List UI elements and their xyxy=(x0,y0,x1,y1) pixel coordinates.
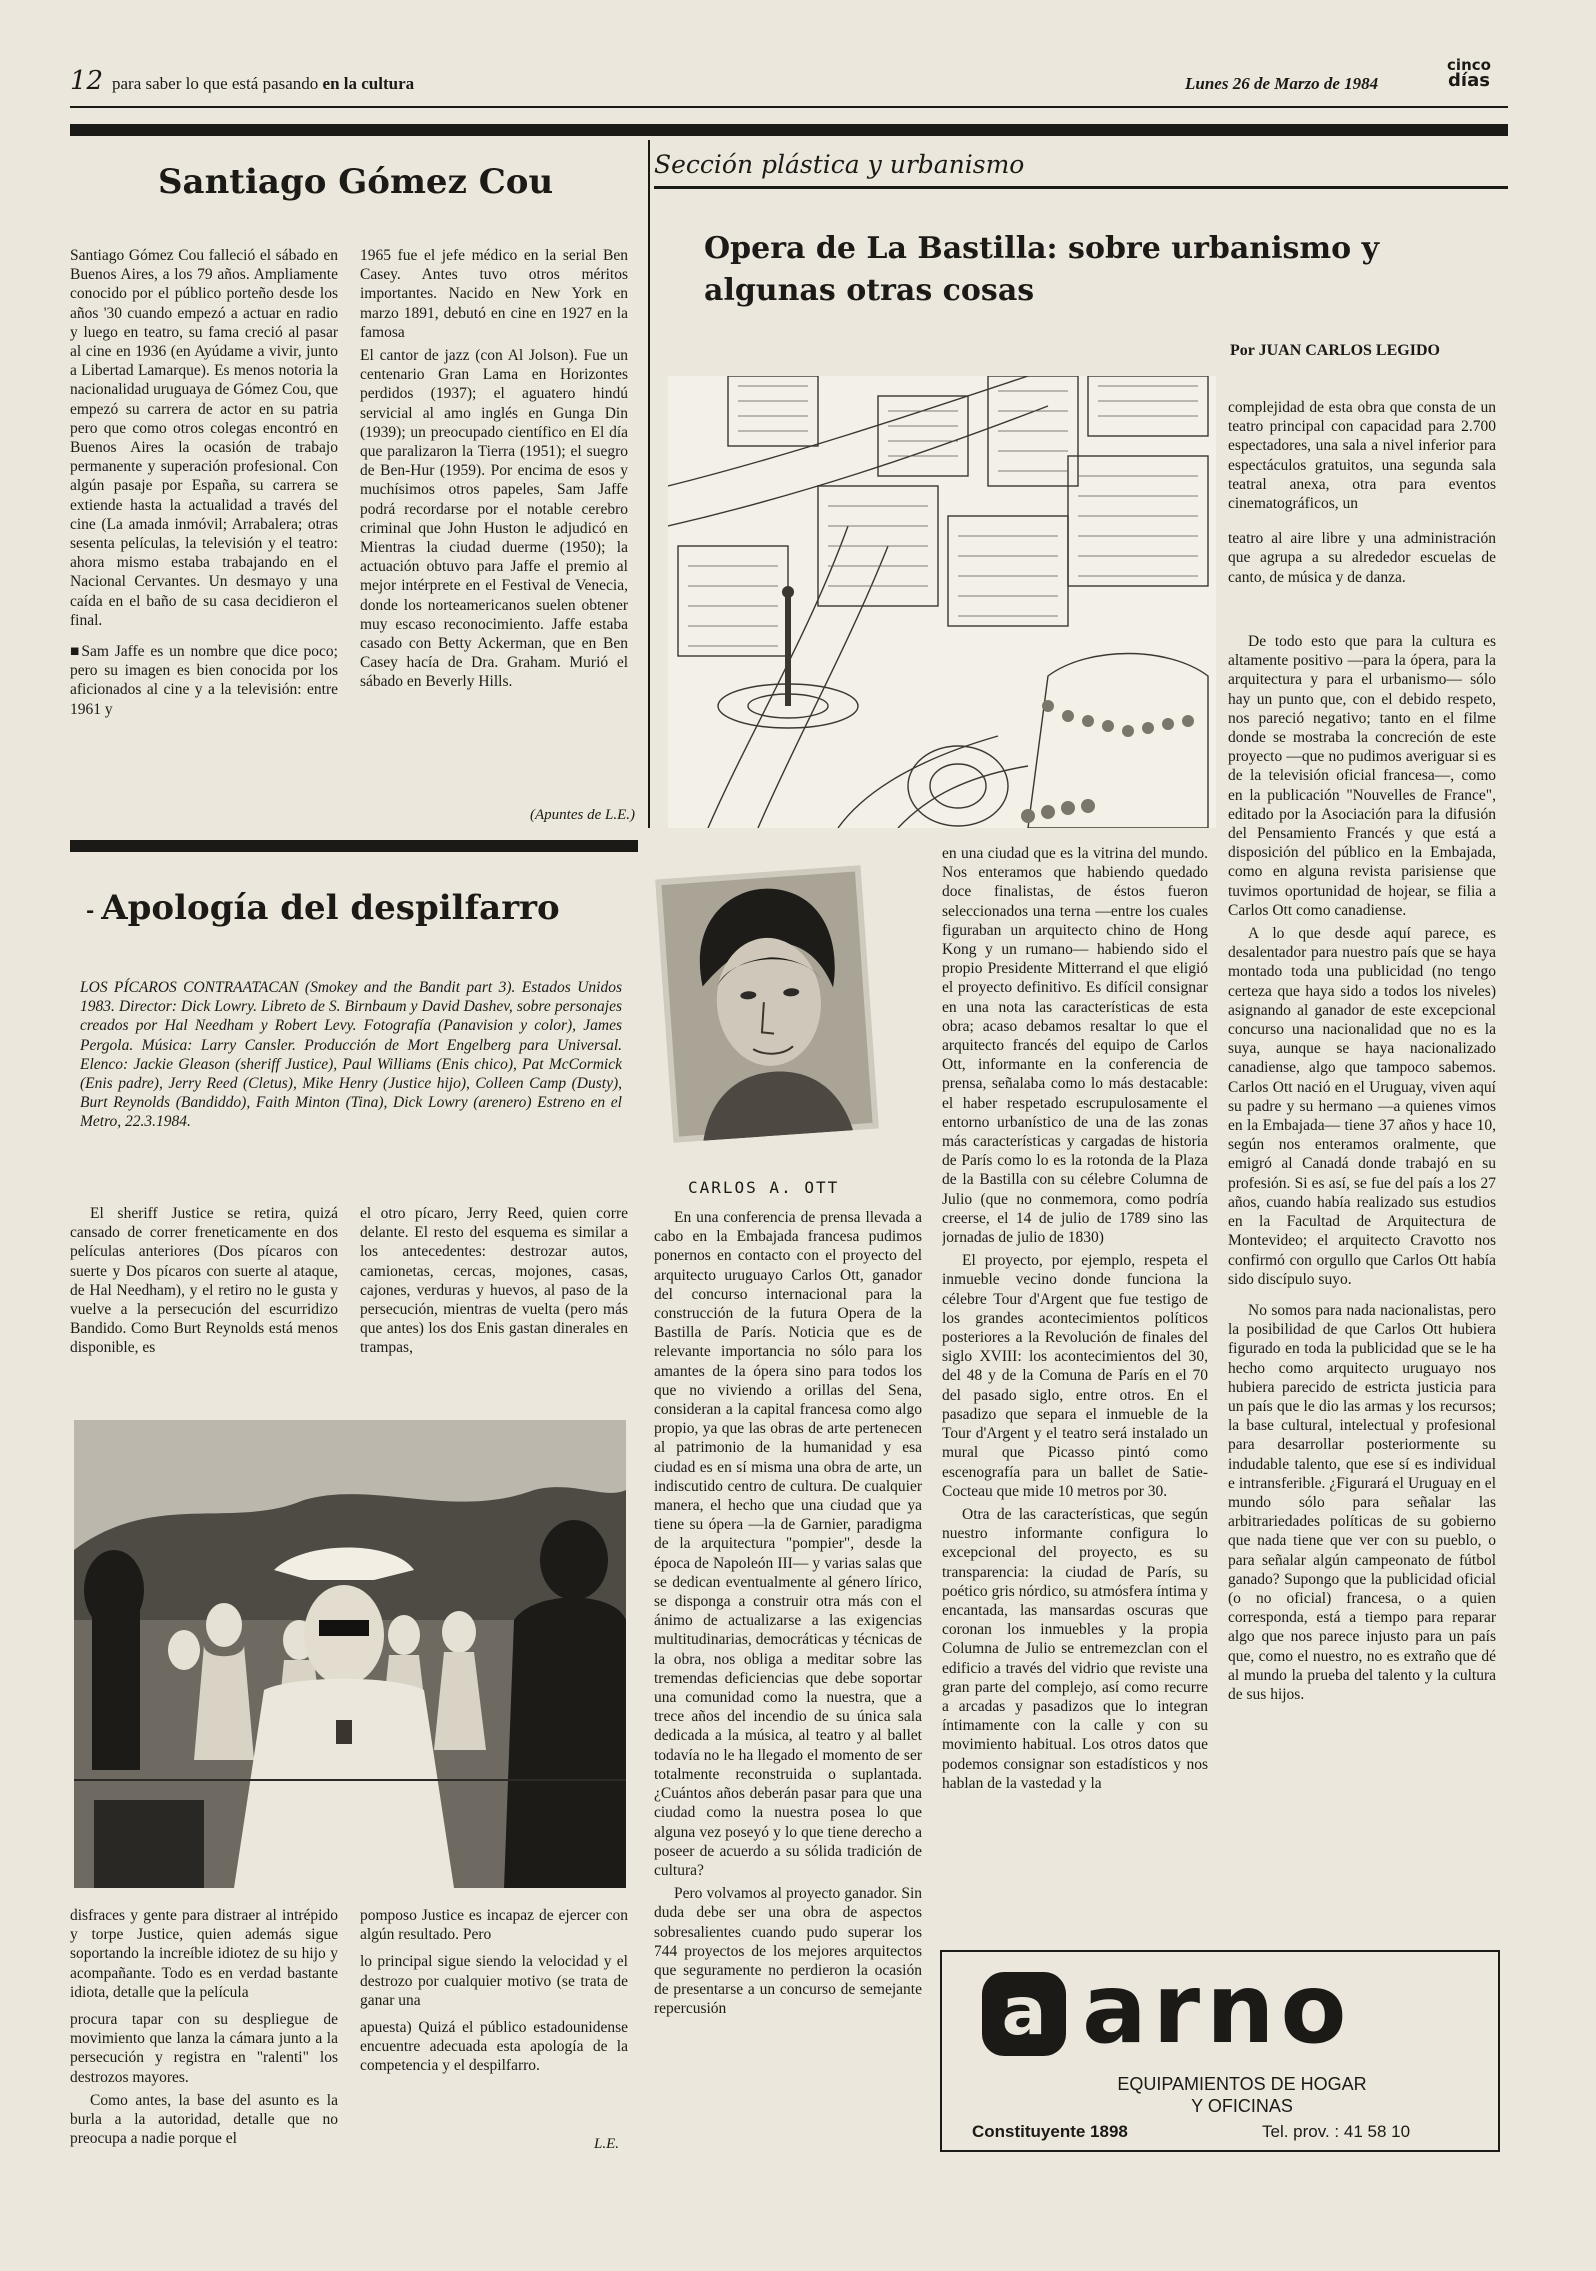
apologia-bullet: - xyxy=(86,898,102,922)
bastilla-para-m5: Otra de las características, que según nuestro informante configura lo excepcional del proyecto, es su transparencia: la ciudad de París, su poético gris nórdico, su atmósfera íntima y encantada, las mansardas oscuras que coronan los inmuebles y la propia Columna de Julio se entremezclan con el edificio a través del vidrio que reviste una gran parte del complejo, así como recurre a arcadas y pasadizos que lo integran íntimamente con la calle y con su movimiento habitual. Los otros datos que podemos consignar son estadísticos y nos hablan de la vastedad y la xyxy=(942,1505,1208,1792)
logo-line-2: días xyxy=(1448,70,1490,91)
arno-logo-letter: a xyxy=(1001,1973,1047,2050)
apologia-col-1-top xyxy=(70,1204,338,1384)
page-header xyxy=(70,56,1510,104)
apologia-para-4: procura tapar con su despliegue de movimiento que lanza la cámara junto a la persecución y registra en "ralenti" los destrozos mayores. xyxy=(70,2011,338,2086)
apologia-title-text: Apología del despilfarro xyxy=(101,888,560,928)
header-rule-thin xyxy=(70,106,1508,108)
bastilla-para-r1: complejidad de esta obra que consta de un teatro principal con capacidad para 2.700 espectadores, una sala a nivel inferior para espectáculos gratuitos, una segunda sala teatral anexa, otra para eventos cinematográficos, un xyxy=(1228,399,1496,513)
page-number: 12 xyxy=(70,66,104,96)
header-rule-thick xyxy=(70,124,1508,136)
apologia-para-8: apuesta) Quizá el público estadounidense encuentre adecuada esta apología de la competencia y el despilfarro. xyxy=(360,2019,628,2075)
apologia-col-2-bottom xyxy=(360,1906,628,2116)
bastilla-para-m2: Pero volvamos al proyecto ganador. Sin duda debe ser una obra de aspectos sobresalientes cuando pudo superar los 744 proyectos de los mejores arquitectos que seguramente no perdieron la ocasión de presentarse a un concurso de semejante repercusión xyxy=(654,1885,922,2018)
opera-bastilla-drawing xyxy=(668,376,1216,828)
apologia-signature: L.E. xyxy=(594,2136,620,2152)
gomez-para-4: El cantor de jazz (con Al Jolson). Fue un centenario Gran Lama en Horizontes perdidos (1937); el aguatero hindú servicial al amo inglés en Gunga Din (1939); un preocupado científico en El día que paralizaron la Tierra (1951); el suegro de Ben-Hur (1959). Por encima de esos y muchísimos otros papeles, Sam Jaffe podrá recordarse por el notable cerebro criminal que John Huston le adjudicó en Mientras la ciudad duerme (1950); la actuación obtuvo para Jaffe el premio al mejor intérprete en el Festival de Venecia, donde los norteamericanos suelen obtener muy escaso reconocimiento. Jaffe estaba casado con Betty Ackerman, que en Ben Casey hacía de Dra. Graham. Murió el sábado en Beverly Hills. xyxy=(360,347,628,691)
ad-line-2: Y OFICINAS xyxy=(1191,2096,1293,2116)
gomez-signature: (Apuntes de L.E.) xyxy=(530,807,635,823)
gomez-col-2 xyxy=(360,246,628,811)
tagline-bold: en la cultura xyxy=(322,74,415,93)
gomez-title: Santiago Gómez Cou xyxy=(158,162,554,202)
apologia-para-3: disfraces y gente para distraer al intrépido y torpe Justice, quien además sigue soportando la increíble idiotez de su hijo y acompañante. Todo es en verdad bastante idiota, detalle que la película xyxy=(70,1907,338,2001)
apologia-col-2-top xyxy=(360,1204,628,1384)
arno-brand-name: arno xyxy=(1082,1953,1353,2065)
vertical-rule-left xyxy=(648,140,650,828)
gomez-para-1: Santiago Gómez Cou falleció el sábado en Buenos Aires, a los 79 años. Ampliamente conocido por el público porteño desde los años '30 cuando empezó a actuar en radio y luego en teatro, su fama creció al pasar al cine en 1936 (en Ayúdame a vivir, junto a Libertad Lamarque). Es menos notoria la nacionalidad uruguaya de Gómez Cou, que empezó su carrera de actor en su patria pero que como otros colegas encontró en Buenos Aires la ocasión de trabajo permanente y superación profesional. Con algún pasaje por España, su carrera se extiende hasta la actualidad a través del cine (La amada inmóvil; Arrabalera; otras sesenta películas, la televisión y el teatro: ahora mismo estaba trabajando en el Nacional Cervantes. Un desmayo y una caída en el baño de su casa decidieron el final. xyxy=(70,247,338,629)
bastilla-para-m3: en una ciudad que es la vitrina del mundo. Nos enteramos que habiendo quedado doce finalistas, de éstos fueron seleccionados una terna —entre los cuales figuraban un arquitecto chino de Hong Kong y un rumano— habiendo sido el propio Presidente Mitterrand el que eligió el proyecto definitivo. Es difícil consignar en una nota las características de esta obra; acaso debamos resaltar lo que el arquitecto francés del equipo de Carlos Ott, informante en la conferencia de prensa, señalaba como lo más destacable: el haber respetado escrupulosamente el entorno urbanístico de una de las zonas más características y cargadas de historia de París como lo es la rotonda de la Plaza de la Bastilla con su célebre Columna de Julio (que no conmemora, como podría creerse, el 14 de julio de 1789 sino las jornadas de julio de 1830) xyxy=(942,845,1208,1247)
apologia-title xyxy=(86,888,560,928)
ad-address: Constituyente 1898 xyxy=(972,2122,1128,2141)
bastilla-mid-col xyxy=(654,1208,922,2154)
bastilla-para-r4: A lo que desde aquí parece, es desalentador para nuestro país que se haya montado toda una publicidad (no tengo certeza que haya sido a todos los niveles) asignando al ganador de este excepcional concurso una nacionalidad que no es la suya, aunque se haya nacionalizado canadiense, algo que tampoco sabemos. Carlos Ott nació en el Uruguay, viven aquí su padre y su hermano —a quienes vimos en la Embajada— tiene 37 años y hace 10, según nos enteramos oralmente, que emigró al Canadá donde trabajó en su profesión. Si es así, se fue del país a los 27 años, cuando había realizado sus estudios en la Facultad de Arquitectura de Montevideo; el arquitecto Cravotto nos confirmó con orgullo que Carlos Ott había sido discípulo suyo. xyxy=(1228,925,1496,1288)
gomez-col-1 xyxy=(70,246,338,834)
bastilla-byline: Por JUAN CARLOS LEGIDO xyxy=(1230,342,1440,359)
photo-caption: CARLOS A. OTT xyxy=(688,1178,840,1197)
gomez-para-2: ■Sam Jaffe es un nombre que dice poco; pero su imagen es bien conocida por los aficionados al cine y a la televisión: entre 1961 y xyxy=(70,643,338,718)
apologia-para-7: lo principal sigue siendo la velocidad y el destrozo por cualquier motivo (se trata de ganar una xyxy=(360,1953,628,2009)
carlos-ott-portrait xyxy=(655,865,879,1143)
section-rule xyxy=(654,186,1508,189)
arno-logo xyxy=(982,1953,1462,2065)
ad-phone: Tel. prov. : 41 58 10 xyxy=(1262,2122,1411,2141)
tagline-text: para saber lo que está pasando xyxy=(112,74,319,93)
bastilla-para-r3: De todo esto que para la cultura es altamente positivo —para la ópera, para la arquitectura y para el urbanismo— sólo hay un punto que, con el debido respeto, nos pareció negativo; tanto en el filme donde se mostraba la concreción de este proyecto —que no pudimos averiguar si es de la televisión oficial francesa—, como en la publicación "Nouvelles de France", editado por la Asociación para la difusión del Pensamiento Francés y que está a disposición del público en la Embajada, como en alguna revista parisiense que tuvimos oportunidad de hojear, se filia a Carlos Ott como canadiense. xyxy=(1228,633,1496,919)
gomez-para-3: 1965 fue el jefe médico en la serial Ben Casey. Antes tuvo otros méritos importantes. Nacido en New York en marzo 1891, debutó en cine en 1927 en la famosa xyxy=(360,247,628,341)
bastilla-para-r5: No somos para nada nacionalistas, pero la posibilidad de que Carlos Ott hubiera figurado en toda la publicidad que se le ha hecho como arquitecto uruguayo nos hubiera parecido de estricta justicia para un país que le dio las armas y los recursos; la base cultural, intelectual y profesional para desarrollar posteriormente su indudable talento, que ese sí es individual e intransferible. ¿Figurará el Uruguay en el mundo sólo para señalar las arbitrariedades políticas de su gobierno que nada tiene que ver con su pueblo, o para señalar algún campeonato de fútbol ganado? Supongo que la publicidad oficial (o no oficial) francesa, o a quien corresponda, está a tiempo para reparar algo que nos parece injusto para un país que, como el nuestro, no es extraño que dé al mundo la prueba del talento y la cultura de sus hijos. xyxy=(1228,1301,1496,1703)
header-date: Lunes 26 de Marzo de 1984 xyxy=(1185,74,1379,93)
arno-advertisement xyxy=(940,1950,1500,2152)
film-still-photo xyxy=(74,1420,626,1888)
section-title: Sección plástica y urbanismo xyxy=(654,150,1025,179)
ad-line-1: EQUIPAMIENTOS DE HOGAR xyxy=(1117,2074,1367,2094)
apologia-para-5: Como antes, la base del asunto es la burla a la autoridad, detalle que no preocupa a nadie porque el xyxy=(70,2091,338,2148)
bastilla-para-m1: En una conferencia de prensa llevada a cabo en la Embajada francesa pudimos ponernos en contacto con el proyecto del arquitecto uruguayo Carlos Ott, ganador del concurso internacional para la construcción de la futura Opera de la Bastilla de París. Noticia que es de relevante importancia no sólo para los amantes de la ópera sino para todos los que no viviendo a orillas del Sena, consideran a la capital francesa como algo propio, ya que las obras de arte pertenecen al patrimonio de la humanidad y esa ciudad es en sí misma una obra de arte, un indiscutido centro de cultura. De cualquier manera, el hecho que una ciudad que ya tiene su ópera —la de Garnier, paradigma de la arquitectura "pompier", desde la época de Napoleón III— y varias salas que se dedican eventualmente al género lírico, se disponga a construir otra más con el ánimo de actualizarse a las exigencias multitudinarias, democráticas y técnicas de la obra, nos obliga a meditar sobre las tremendas deficiencias que debe soportar una comunidad como la nuestra, que a trece años del incendio de su única sala dedicada a la música, al teatro y al ballet todavía no le ha llegado el momento de ser totalmente reconstruida o suplantada. ¿Cuántos años deberán pasar para que una ciudad como la nuestra posea lo que alguna vez poseyó y lo que tiene derecho a poseer de acuerdo a su sólida tradición de cultura? xyxy=(654,1209,922,1879)
newspaper-logo xyxy=(1430,56,1508,91)
apologia-col-1-bottom xyxy=(70,1906,338,2168)
bastilla-right-col xyxy=(1228,632,1496,1950)
header-tagline xyxy=(112,74,414,94)
apologia-credits: LOS PÍCAROS CONTRAATACAN (Smokey and the Bandit part 3). Estados Unidos 1983. Director: Dick Lowry. Libreto de S. Birnbaum y David Dashev, sobre personajes creados por Hal Needham y Robert Levy. Fotografía (Panavision y color), James Pergola. Música: Larry Cansler. Producción de Mort Engelberg para Universal. Elenco: Jackie Gleason (sheriff Justice), Paul Williams (Enis chico), Pat McCormick (Enis padre), Jerry Reed (Cletus), Mike Henry (Justice hijo), Colleen Camp (Dusty), Burt Reynolds (Bandiddo), Faith Minton (Tina), Dick Lowry (arenero) Estreno en el Metro, 22.3.1984. xyxy=(80,979,622,1131)
logo-line-1: cinco xyxy=(1447,56,1491,74)
bastilla-title: Opera de La Bastilla: sobre urbanismo y algunas otras cosas xyxy=(704,231,1380,308)
apologia-para-2: el otro pícaro, Jerry Reed, quien corre delante. El resto del esquema es similar a los antecedentes: destrozar autos, camionetas, cercas, mojones, casas, cajones, verduras y huevos, al paso de la persecución, mientras de vuelta (pero más que antes) los dos Enis gastan dineralеs en trampas, xyxy=(360,1205,628,1357)
bastilla-para-m4: El proyecto, por ejemplo, respeta el inmueble vecino donde funciona la célebre Tour d'Argent que fue testigo de los grandes acontecimientos políticos posteriores a la Revolución de finales del siglo XVIII: los acontecimientos del 30, del 48 y de la Comuna de París en el 70 del pasado siglo, entre otros. En el pasadizo que separa el inmueble de la Tour d'Argent y el teatro será instalado un mural que Picasso pintó como escenografía para un ballet de Satie-Cocteau que mide 10 metros por 30. xyxy=(942,1252,1208,1500)
apologia-para-1: El sheriff Justice se retira, quizá cansado de correr freneticamente en dos películas anteriores (Dos pícaros con suerte y Dos pícaros con suerte al ataque, de Hal Needham), y el retiro no le gusta y vuelve a la persecución del escurridizo Bandido. Como Burt Reynolds está menos disponible, es xyxy=(70,1205,338,1357)
bastilla-mid-col-2 xyxy=(942,844,1208,1944)
apologia-para-6: pomposo Justice es incapaz de ejercer con algún resultado. Pero xyxy=(360,1907,628,1944)
bastilla-right-top xyxy=(1228,398,1496,632)
apologia-rule xyxy=(70,840,638,852)
bastilla-para-r2: teatro al aire libre y una administración que agrupa a su alrededor escuelas de canto, de música y de danza. xyxy=(1228,530,1496,586)
arno-logo-mark xyxy=(982,1972,1066,2056)
